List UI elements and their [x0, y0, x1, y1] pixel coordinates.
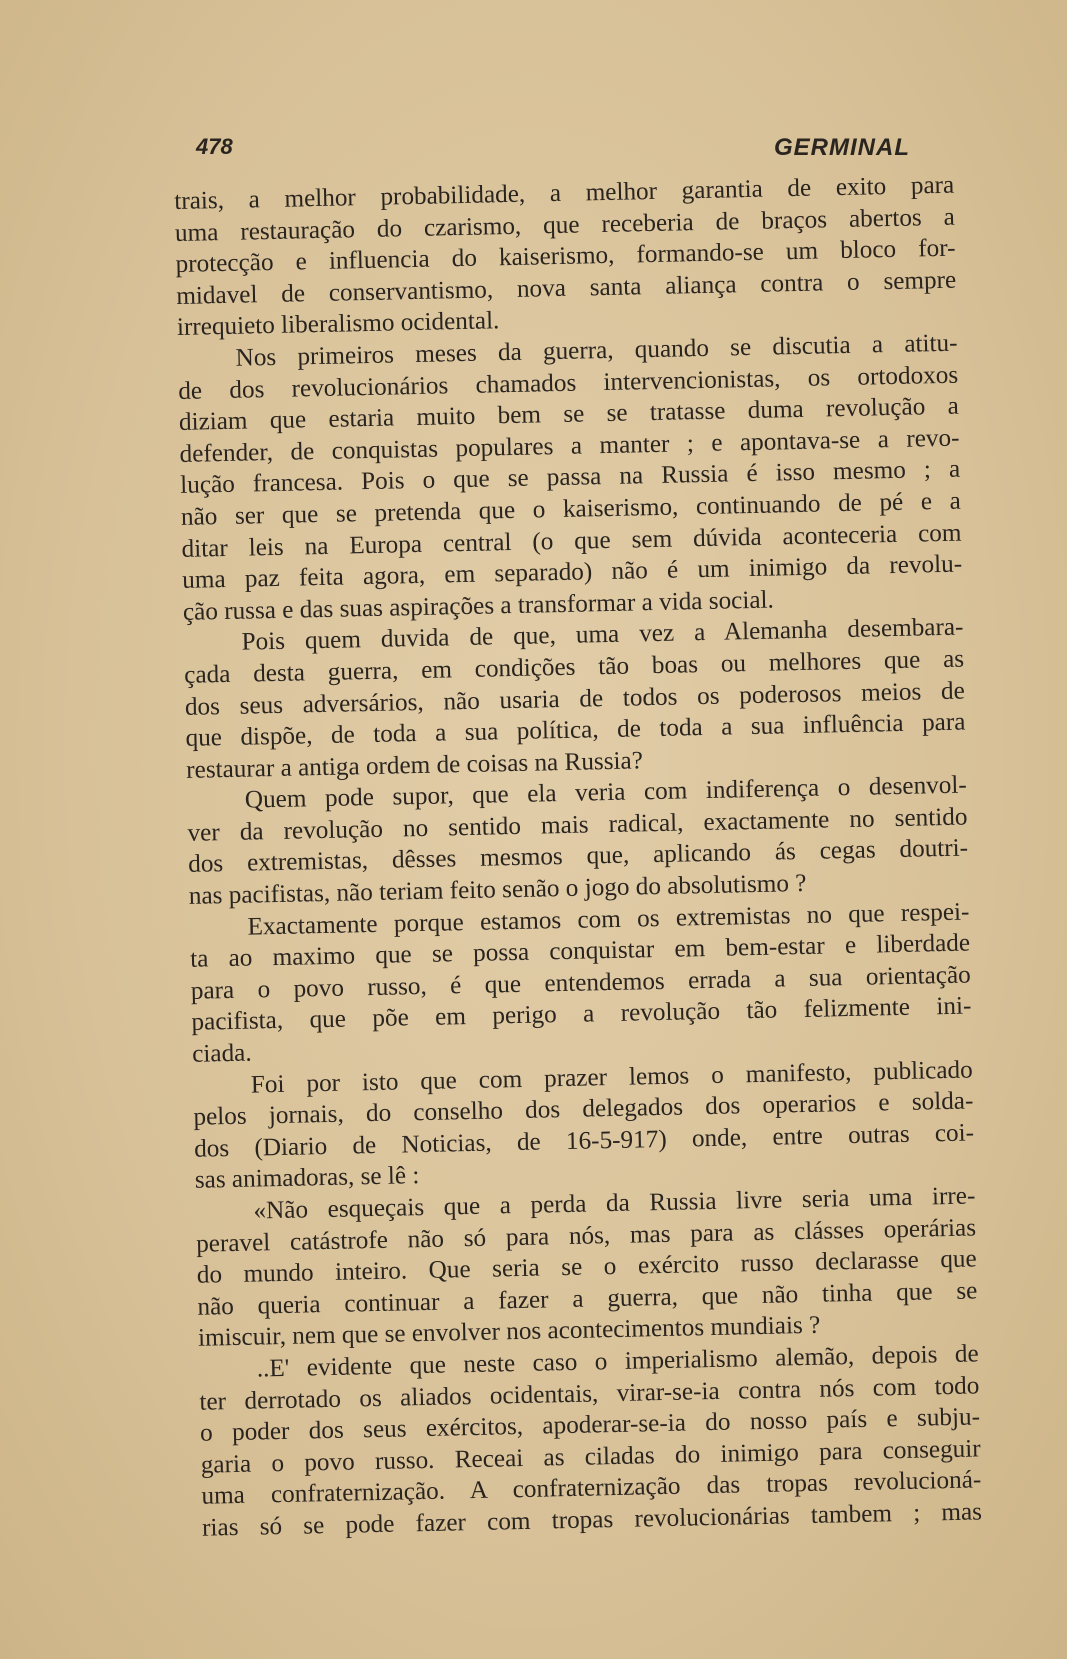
text-line: sas animadoras, se lê : — [194, 1162, 420, 1195]
text-line: que dispõe, de toda a sua política, de toda a sua influência para — [185, 708, 966, 752]
text-line: çada desta guerra, em condições tão boas ou melhores que as — [183, 645, 965, 689]
text-line: ta ao maximo que se possa conquistar em bem-estar e liberdade — [189, 929, 971, 974]
text-line: midavel de conservantismo, nova santa aliança contra o sempre — [176, 266, 957, 310]
text-line: restaurar a antiga ordem de coisas na Russia? — [185, 746, 644, 784]
text-line: rias só se pode fazer com tropas revolucionárias tambem ; mas — [201, 1498, 983, 1542]
text-line: garia o povo russo. Receai as ciladas do inimigo para conseguir — [200, 1435, 981, 1479]
body-text — [174, 170, 982, 1545]
text-line: dos (Diario de Noticias, de 16-5-917) onde, entre outras coi- — [193, 1119, 975, 1163]
text-line: protecção e influencia do kaiserismo, formando-se um bloco for- — [175, 234, 956, 279]
running-title: GERMINAL — [774, 134, 910, 161]
text-line: ditar leis na Europa central (o que sem dúvida aconteceria com — [181, 519, 962, 563]
text-line: Quem pode supor, que ela veria com indiferença o desenvol- — [244, 771, 968, 814]
text-line: trais, a melhor probabilidade, a melhor garantia de exito para — [174, 171, 955, 215]
text-line: ciada. — [191, 1039, 252, 1068]
text-line: «Não esqueçais que a perda da Russia livre seria uma irre- — [253, 1182, 976, 1225]
text-line: Exactamente porque estamos com os extremistas no que respei- — [247, 898, 970, 941]
text-line: pelos jornais, do conselho dos delegados dos operarios e solda- — [193, 1087, 974, 1132]
text-line: uma restauração do czarismo, que receberia de braços abertos a — [174, 203, 956, 247]
text-line: nas pacifistas, não teriam feito senão o jogo do absolutismo ? — [188, 869, 807, 910]
text-line: do mundo inteiro. Que seria se o exército russo declarasse que — [196, 1245, 977, 1289]
text-line: o poder dos seus exércitos, apoderar-se-ia do nosso país e subju- — [199, 1403, 981, 1447]
text-line: de dos revolucionários chamados intervencionistas, os ortodoxos — [178, 361, 959, 405]
text-line: lução francesa. Pois o que se passa na Russia é isso mesmo ; a — [179, 455, 961, 500]
text-line: ter derrotado os aliados ocidentais, virar-se-ia contra nós com todo — [199, 1371, 980, 1416]
text-line: irrequieto liberalismo ocidental. — [176, 307, 500, 342]
text-line: para o povo russo, é que entendemos errada a sua orientação — [190, 961, 971, 1005]
text-line: imiscuir, nem que se envolver nos acontecimentos mundiais ? — [197, 1312, 821, 1353]
text-line: uma confraternização. A confraternização das tropas revolucioná- — [201, 1466, 982, 1511]
text-line: ção russa e das suas aspirações a transformar a vida social. — [182, 586, 775, 626]
text-line: pacifista, que põe em perigo a revolução tão felizmente ini- — [191, 992, 972, 1037]
text-line: dos extremistas, dêsses mesmos que, aplicando ás cegas doutri- — [187, 834, 969, 879]
text-line: não ser que se pretenda que o kaiserismo, continuando de pé e a — [180, 487, 962, 531]
text-line: Nos primeiros meses da guerra, quando se discutia a atitu- — [235, 329, 958, 372]
text-line: dos seus adversários, não usaria de todos os poderosos meios de — [184, 677, 966, 721]
text-line: defender, de conquistas populares a manter ; e apontava-se a revo- — [179, 424, 960, 468]
text-line: peravel catástrofe não só para nós, mas para as clásses operárias — [195, 1214, 977, 1258]
page-header — [196, 134, 916, 174]
page-number: 478 — [196, 134, 233, 159]
text-line: não queria continuar a fazer a guerra, que não tinha que se — [197, 1277, 978, 1321]
text-line: diziam que estaria muito bem se se tratasse duma revolução a — [178, 392, 960, 437]
text-line: Foi por isto que com prazer lemos o manifesto, publicado — [250, 1056, 973, 1099]
text-line: ..E' evidente que neste caso o imperialismo alemão, depois de — [256, 1340, 979, 1383]
text-line: Pois quem duvida de que, uma vez a Alemanha desembara- — [241, 613, 964, 656]
text-line: uma paz feita agora, em separado) não é um inimigo da revolu- — [181, 550, 963, 595]
text-line: ver da revolução no sentido mais radical, exactamente no sentido — [187, 803, 968, 847]
